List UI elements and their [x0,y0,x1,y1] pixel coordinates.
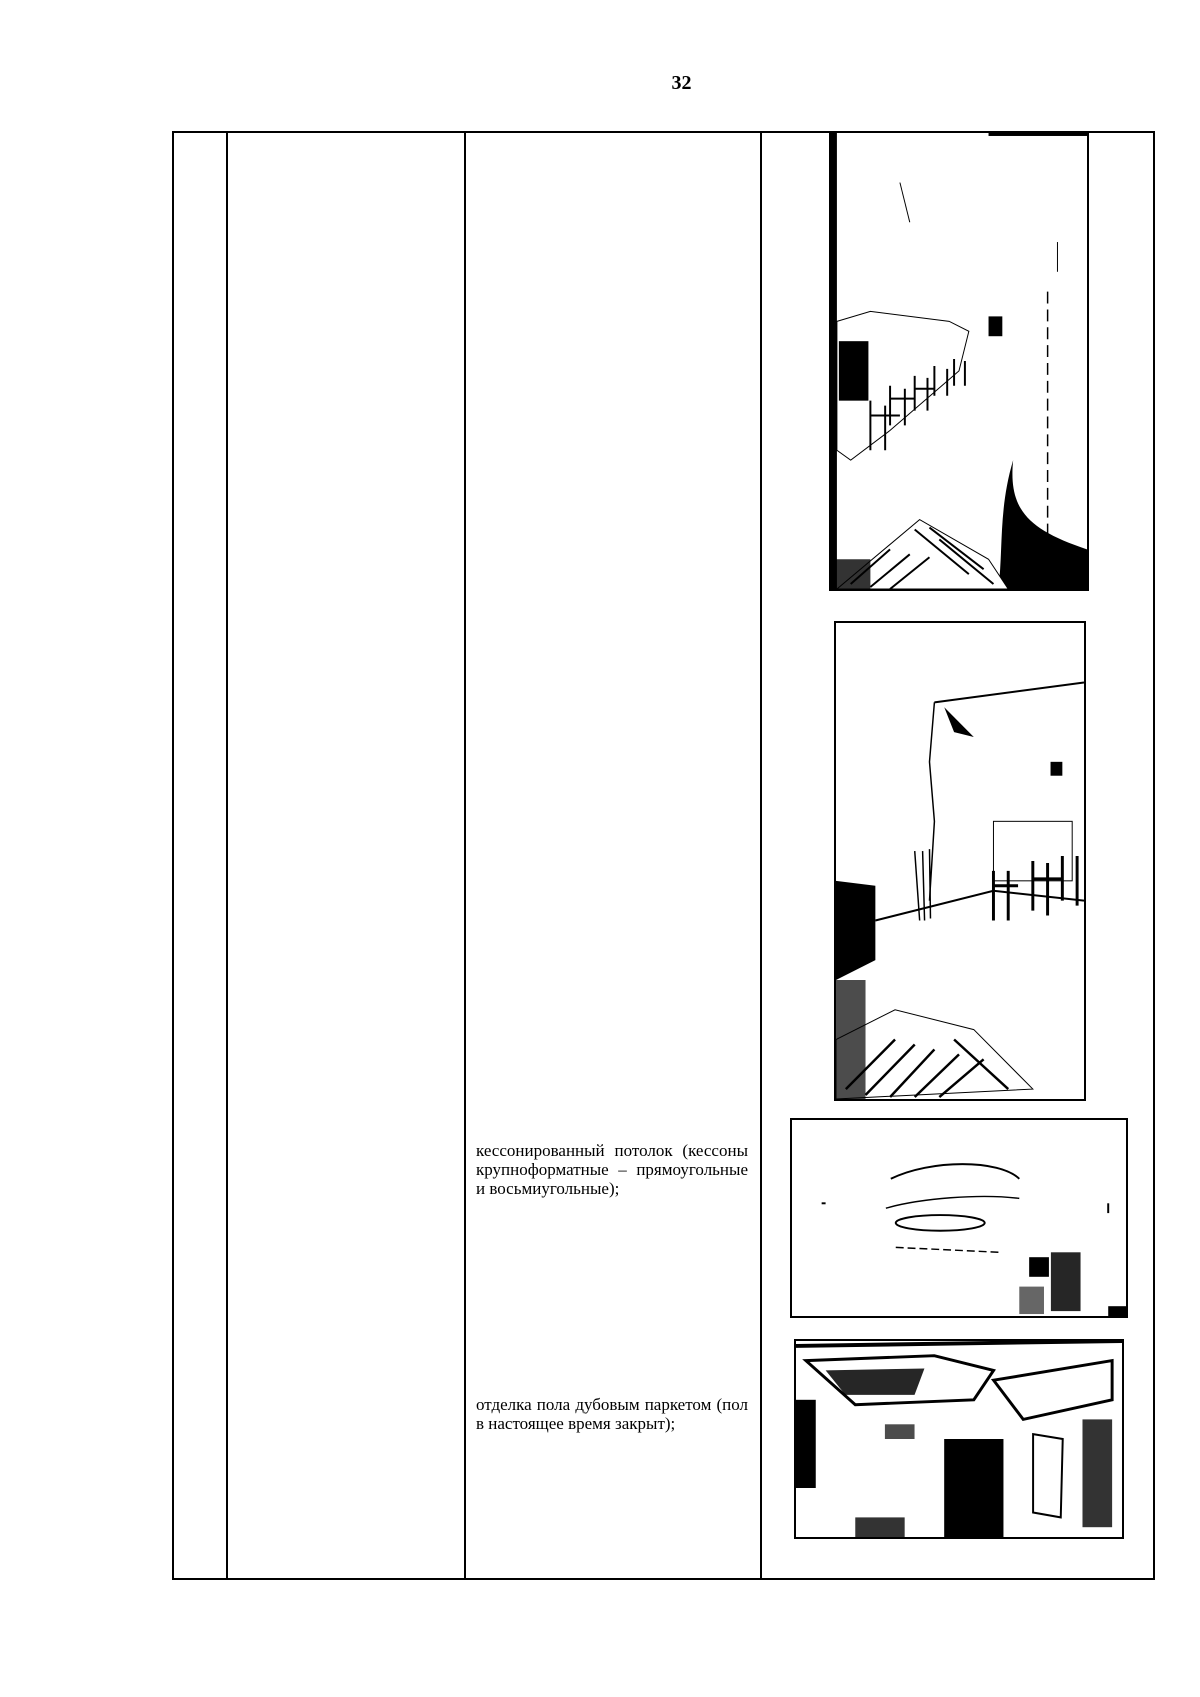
ceiling-doorway-photo [794,1339,1124,1539]
interior-furniture-photo [834,621,1086,1101]
ceiling-description: кессонированный потолок (кессоны крупноформатные – прямоугольные и восьмиугольные); [476,1141,748,1198]
floor-description: отделка пола дубовым паркетом (пол в настоящее время закрыт); [476,1395,748,1433]
interior-hall-photo [829,131,1089,591]
column-divider-3 [760,133,762,1578]
column-divider-2 [464,133,466,1578]
document-table [172,131,1155,1580]
column-divider-1 [226,133,228,1578]
page-number: 32 [671,72,692,94]
coffered-ceiling-photo [790,1118,1128,1318]
